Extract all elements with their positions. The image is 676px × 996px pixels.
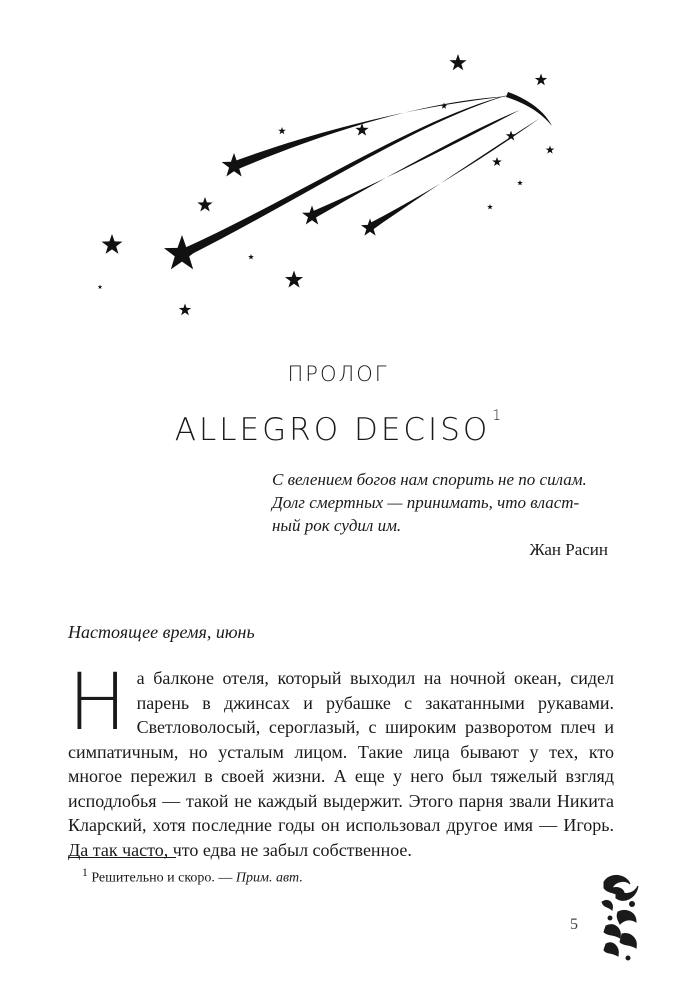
star-icon: [102, 234, 123, 254]
star-icon: [222, 153, 247, 177]
star-icon: [278, 127, 286, 134]
page-number: 5: [570, 916, 578, 933]
footnote-note: Прим. авт.: [235, 870, 303, 886]
star-icon: [487, 204, 493, 209]
star-icon: [179, 304, 191, 316]
star-icon: [492, 157, 502, 166]
body-paragraph: [68, 658, 614, 862]
shooting-stars-ornament: [0, 0, 676, 340]
epigraph-author: Жан Расин: [529, 540, 608, 559]
prologue-label: ПРОЛОГ: [287, 362, 389, 386]
star-icon: [164, 235, 200, 269]
star-icon: [506, 131, 516, 141]
star-icon: [517, 180, 523, 185]
footnote: [82, 866, 303, 887]
chapter-title-text: ALLEGRO DECISO: [174, 412, 491, 448]
star-icon: [197, 197, 212, 211]
epigraph-line: ный рок судил им.: [272, 516, 402, 535]
star-icon: [546, 146, 555, 154]
body-text: а балконе отеля, который выходил на ночной океан, сидел парень в джинсах и рубашке с закатанными рукавами. Светловолосый, сероглазый, с широким разворотом плеч и симпатичным, но усталым лицом. Такие лица бывают у тех, кто многое пережил в своей жизни. А еще у него был тяжелый взгляд исподлобья — такой не каждый выдержит. Этого парня звали Никита Кларский, хотя последние годы он использовал другое имя — Игорь. Да так часто, что едва не забыл собственное.: [68, 668, 614, 860]
star-icon: [98, 285, 103, 290]
chapter-title: [0, 408, 676, 448]
star-icon: [285, 271, 303, 288]
star-icon: [302, 206, 322, 225]
star-icon: [441, 103, 448, 109]
star-icon: [535, 74, 547, 86]
epigraph: [272, 468, 608, 537]
epigraph-line: С велением богов нам спорить не по силам.: [272, 470, 587, 489]
drop-cap: Н: [68, 658, 127, 748]
footnote-text: Решительно и скоро. —: [91, 870, 233, 886]
dateline: Настоящее время, июнь: [68, 622, 255, 642]
floral-corner-ornament: [596, 868, 646, 964]
star-icon: [449, 54, 466, 70]
footnote-divider: [68, 857, 176, 858]
footnote-reference[interactable]: 1: [492, 408, 502, 424]
epigraph-line: Долг смертных — принимать, что власт-: [272, 493, 580, 512]
star-icon: [248, 254, 254, 259]
footnote-mark: 1: [82, 866, 88, 879]
